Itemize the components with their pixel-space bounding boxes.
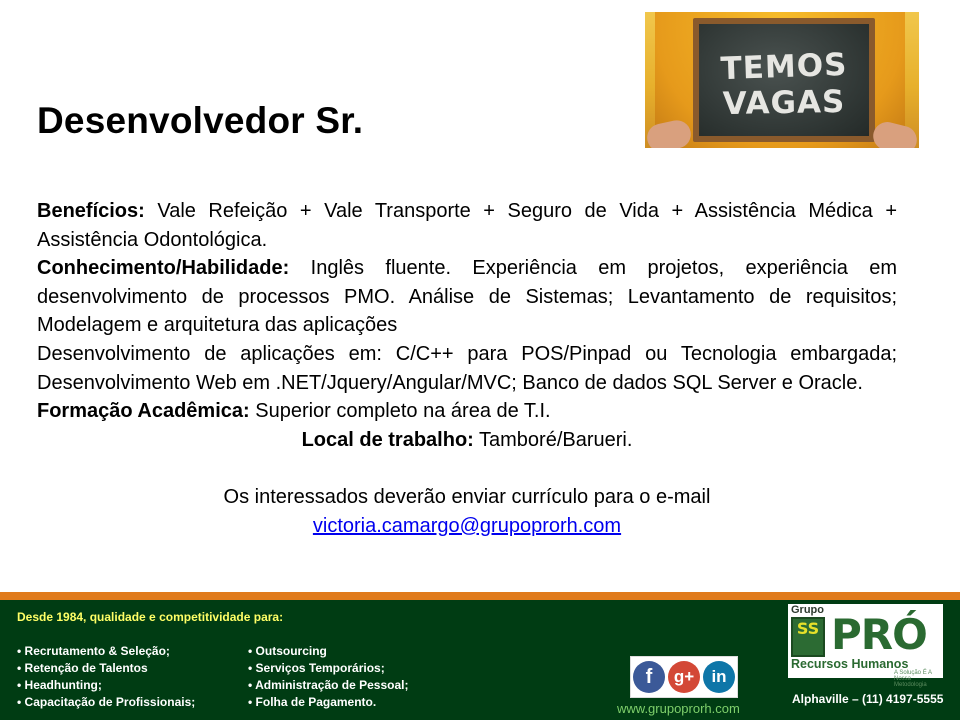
- chalkboard: [693, 18, 875, 142]
- logo-subtitle: Recursos Humanos: [791, 657, 909, 671]
- service-item: • Serviços Temporários;: [248, 661, 385, 675]
- service-item: • Capacitação de Profissionais;: [17, 695, 196, 709]
- education-text: Superior completo na área de T.I.: [249, 400, 551, 423]
- chalk-text-line2: VAGAS: [722, 83, 846, 123]
- location-label: Local de trabalho:: [301, 428, 474, 451]
- benefits-paragraph: [37, 197, 897, 254]
- logo-grupo-text: Grupo: [791, 604, 824, 616]
- service-item: • Retenção de Talentos: [17, 661, 148, 675]
- social-icons: [630, 656, 738, 698]
- education-paragraph: [37, 397, 897, 426]
- services-list-right: [248, 643, 408, 711]
- benefits-label: Benefícios:: [37, 200, 145, 222]
- service-item: • Outsourcing: [248, 644, 327, 658]
- contact-email-row: [37, 512, 897, 541]
- spacer: [37, 454, 897, 483]
- services-list-left: [17, 643, 195, 711]
- education-label: Formação Acadêmica:: [37, 400, 250, 423]
- footer-banner: [0, 600, 960, 720]
- service-item: • Recrutamento & Seleção;: [17, 644, 170, 658]
- temos-vagas-photo: [645, 12, 919, 148]
- logo-slogan: A Solução É A Nossa Metodologia: [894, 670, 932, 688]
- orange-divider: [0, 592, 960, 600]
- grupo-pro-logo: [788, 604, 943, 688]
- contact-text: Os interessados deverão enviar currículo para o e-mail: [223, 486, 711, 509]
- skills-paragraph: [37, 254, 897, 340]
- service-item: • Headhunting;: [17, 678, 102, 692]
- skills-text: Inglês fluente. Experiência em projetos, experiência em desenvolvimento de processos PMO. Análise de Sistemas; Levantamento de requisitos; Modelagem e arquitetura das aplicações: [37, 257, 897, 337]
- job-title: Desenvolvedor Sr.: [37, 100, 364, 141]
- location-text: Tamboré/Barueri.: [473, 428, 633, 451]
- footer-heading: Desde 1984, qualidade e competitividade para:: [17, 610, 284, 624]
- job-description: [37, 197, 897, 541]
- location-paragraph: [37, 426, 897, 455]
- development-paragraph: Desenvolvimento de aplicações em: C/C++ para POS/Pinpad ou Tecnologia embargada; Desenvolvimento Web em .NET/Jquery/Angular/MVC; Banco de dados SQL Server e Oracle.: [37, 342, 897, 394]
- chalkboard-slate: [699, 24, 869, 136]
- email-link[interactable]: victoria.camargo@grupoprorh.com: [312, 514, 622, 537]
- website-link[interactable]: www.grupoprorh.com: [617, 701, 740, 716]
- logo-name: PRÓ: [831, 610, 927, 659]
- linkedin-icon[interactable]: in: [703, 661, 735, 693]
- service-item: • Folha de Pagamento.: [248, 695, 377, 709]
- skills-label: Conhecimento/Habilidade:: [37, 257, 290, 280]
- facebook-icon[interactable]: f: [633, 661, 665, 693]
- chalk-text-line1: TEMOS: [719, 46, 849, 88]
- logo-mark: SS: [791, 617, 825, 657]
- phone-number: Alphaville – (11) 4197-5555: [792, 692, 944, 706]
- google-plus-icon[interactable]: g+: [668, 661, 700, 693]
- benefits-text: Vale Refeição + Vale Transporte + Seguro de Vida + Assistência Médica + Assistência Odontológica.: [37, 200, 897, 251]
- service-item: • Administração de Pessoal;: [248, 678, 409, 692]
